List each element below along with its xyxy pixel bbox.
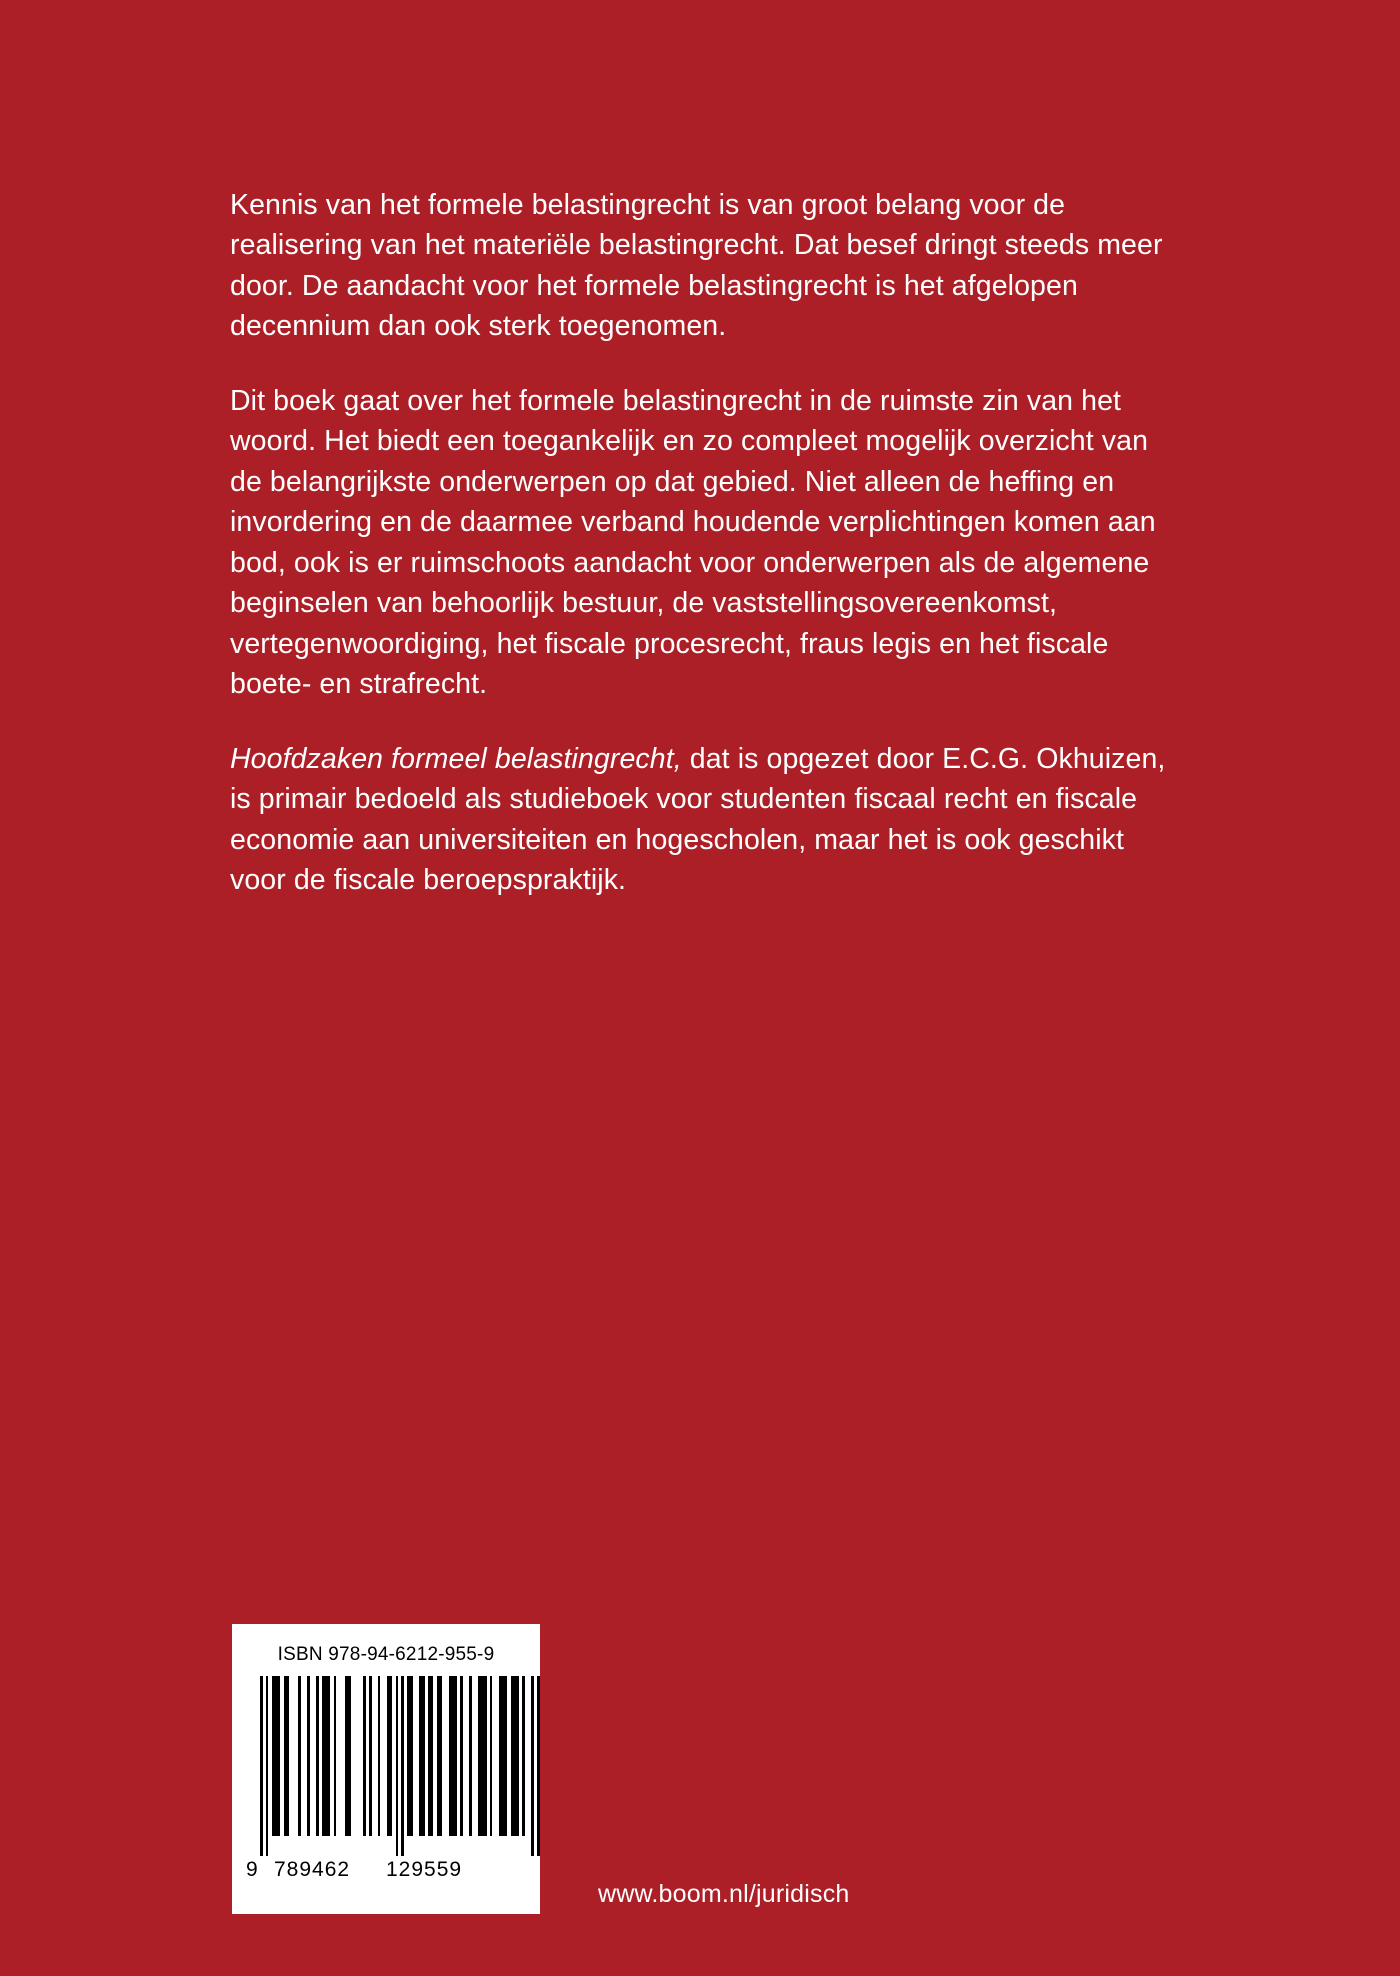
barcode-digit-group-2: 789462 — [274, 1858, 351, 1881]
barcode-digits — [246, 1856, 526, 1882]
blurb-paragraph-1: Kennis van het formele belastingrecht is van groot belang voor de realisering van het materiële belastingrecht. Dat besef dringt steeds meer door. De aandacht voor het formele belastingrecht is het afgelopen decennium dan ook sterk toegenomen. — [230, 189, 1163, 343]
book-title-inline: Hoofdzaken formeel belastingrecht, — [230, 742, 682, 775]
isbn-barcode — [232, 1624, 540, 1914]
blurb-paragraph-2: Dit boek gaat over het formele belastingrecht in de ruimste zin van het woord. Het biedt een toegankelijk en zo compleet mogelijk overzicht van de belangrijkste onderwerpen op dat gebied. Niet alleen de heffing en invordering en de daarmee verband houdende verplichtingen komen aan bod, ook is er ruimschoots aandacht voor onderwerpen als de algemene beginselen van behoorlijk bestuur, de vaststellingsovereenkomst, vertegenwoordiging, het fiscale procesrecht, fraus legis en het fiscale boete- en strafrecht. — [230, 384, 1156, 701]
publisher-website: www.boom.nl/juridisch — [598, 1880, 850, 1908]
blurb-paragraph-3 — [230, 739, 1170, 901]
isbn-label: ISBN 978-94-6212-955-9 — [277, 1644, 495, 1665]
barcode-digit-group-1: 9 — [246, 1858, 259, 1881]
blurb-paragraph-3-rest: dat is opgezet door E.C.G. Okhuizen, is primair bedoeld als studieboek voor studenten fiscaal recht en fiscale economie aan universiteiten en hogescholen, maar het is ook geschikt voor de fiscale beroepspraktijk. — [230, 742, 1166, 897]
barcode-bars — [260, 1676, 512, 1856]
blurb-text-block — [230, 185, 1170, 901]
barcode-digit-group-3: 129559 — [386, 1858, 463, 1881]
